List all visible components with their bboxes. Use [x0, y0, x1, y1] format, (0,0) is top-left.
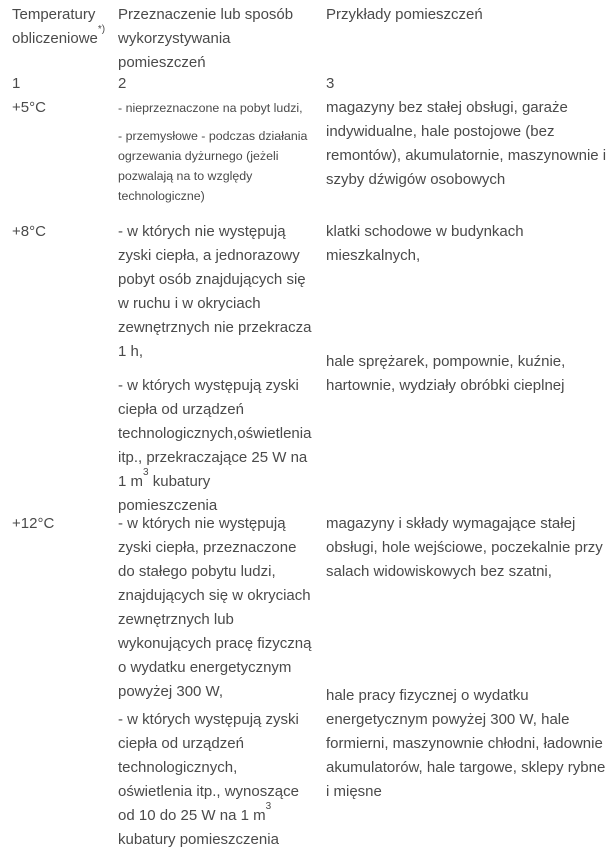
temperature-cell: +12°C	[12, 515, 55, 532]
examples-cell	[313, 220, 609, 398]
usage-item-text: - w których występują zyski ciepła od urządzeń technologicznych, oświetlenia itp., wynoszące od 10 do 25 W na 1 m	[118, 711, 299, 824]
examples-item: magazyny bez stałej obsługi, garaże indywidualne, hale postojowe (bez remontów), akumulatornie, maszynownie i szyby dźwigów osobowych	[326, 99, 607, 188]
table-row	[0, 220, 609, 512]
usage-cell	[104, 220, 313, 518]
usage-item: - w których nie występują zyski ciepła, przeznaczone do stałego pobytu ludzi, znajdujących się w okryciach zewnętrznych lub wykonujących pracę fizyczną o wydatku energetycznym powyżej 300 W,	[118, 515, 312, 700]
header-examples	[313, 0, 609, 27]
temperature-cell: +5°C	[12, 99, 46, 116]
temperature-cell: +8°C	[12, 223, 46, 240]
examples-item: hale pracy fizycznej o wydatku energetycznym powyżej 300 W, hale formierni, maszynownie chłodni, ładownie akumulatorów, hale targowe, sklepy rybne i mięsne	[326, 687, 606, 800]
examples-cell	[313, 96, 609, 192]
column-number-3: 3	[326, 75, 335, 92]
table-row	[0, 512, 609, 848]
usage-cell	[104, 512, 313, 852]
examples-item: magazyny i składy wymagające stałej obsługi, hole wejściowe, poczekalnie przy salach widowiskowych bez szatni,	[326, 515, 603, 580]
usage-item	[118, 374, 313, 518]
usage-item	[118, 708, 313, 852]
examples-item: klatki schodowe w budynkach mieszkalnych,	[326, 223, 524, 264]
header-row	[0, 0, 609, 72]
footnote-marker: *)	[97, 24, 106, 35]
cubic-superscript: 3	[265, 801, 272, 812]
usage-item-tail: kubatury pomieszczenia	[118, 831, 279, 848]
header-temperature	[0, 0, 104, 51]
usage-cell	[104, 96, 313, 206]
examples-item: hale sprężarek, pompownie, kuźnie, hartownie, wydziały obróbki cieplnej	[326, 353, 566, 394]
usage-item: - przemysłowe - podczas działania ogrzewania dyżurnego (jeżeli pozwalają na to względy technologiczne)	[118, 129, 308, 203]
cubic-superscript: 3	[143, 467, 149, 478]
table-row	[0, 96, 609, 220]
column-numbers-row	[0, 72, 609, 96]
column-number-2: 2	[118, 75, 127, 92]
usage-item-tail: kubatury pomieszczenia	[118, 473, 218, 514]
examples-cell	[313, 512, 609, 804]
usage-item-text: - w których występują zyski ciepła od urządzeń technologicznych,oświetlenia itp., przekraczające 25 W na 1 m	[118, 377, 312, 490]
header-usage-text: Przeznaczenie lub sposób wykorzystywania pomieszczeń	[118, 6, 294, 71]
column-number-1: 1	[12, 75, 21, 92]
header-temperature-text: Temperatury obliczeniowe*)	[12, 6, 106, 47]
usage-item: - nieprzeznaczone na pobyt ludzi,	[118, 101, 303, 115]
header-usage	[104, 0, 313, 75]
usage-item: - w których nie występują zyski ciepła, a jednorazowy pobyt osób znajdujących się w ruchu i w okryciach zewnętrznych nie przekracza 1 h,	[118, 223, 312, 360]
header-examples-text: Przykłady pomieszczeń	[326, 6, 483, 23]
